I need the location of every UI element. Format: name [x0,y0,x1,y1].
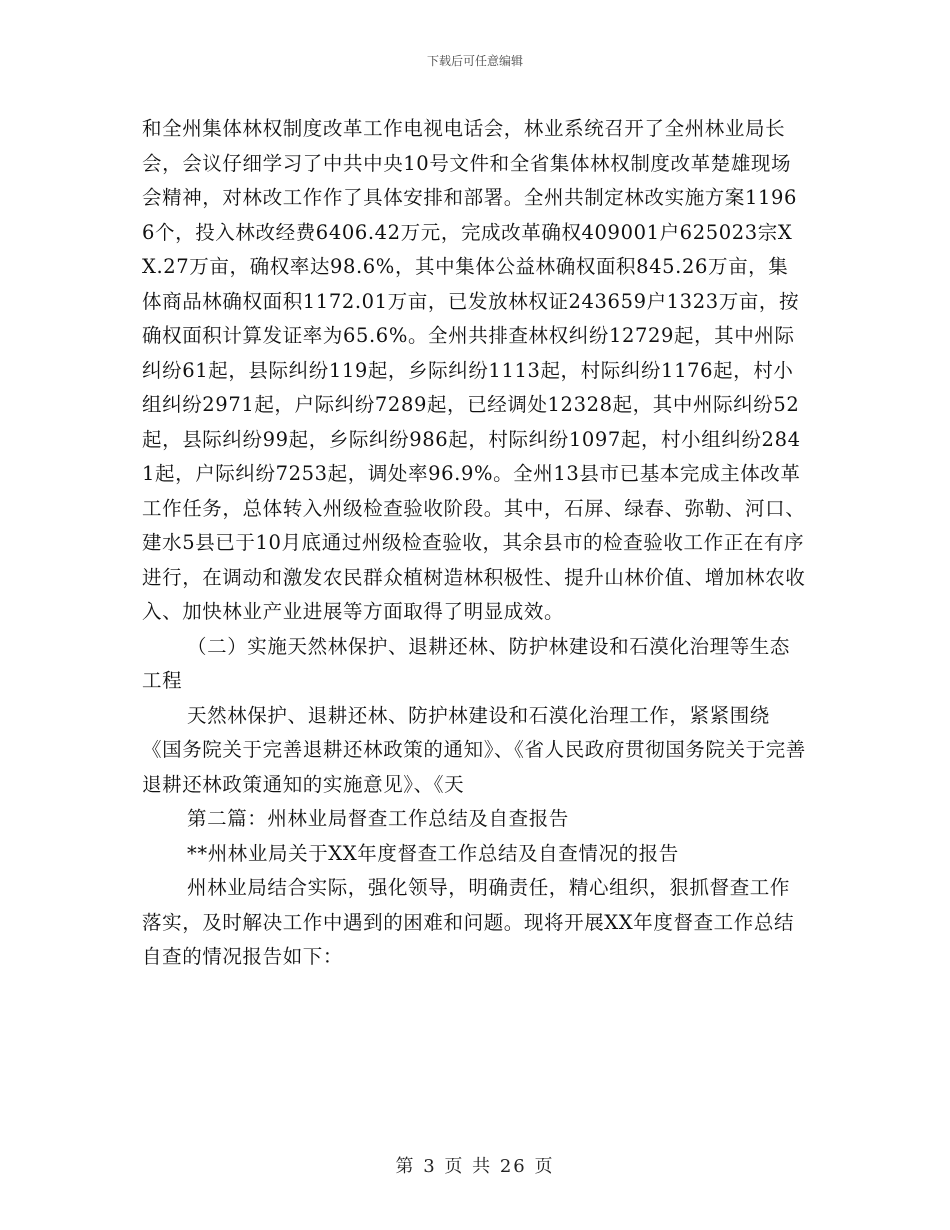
paragraph-ecological-work: 天然林保护、退耕还林、防护林建设和石漠化治理工作，紧紧围绕《国务院关于完善退耕还林政策的通知》、《省人民政府贯彻国务院关于完善退耕还林政策通知的实施意见》、《天 [142,703,806,796]
page-number-footer: 第 3 页 共 26 页 [395,1156,555,1177]
report-title: **州林业局关于XX年度督查工作总结及自查情况的报告 [187,841,679,865]
document-body [142,112,806,975]
paragraph-report-intro: 州林业局结合实际，强化领导，明确责任，精心组织，狠抓督查工作落实，及时解决工作中遇到的困难和问题。现将开展XX年度督查工作总结自查的情况报告如下： [142,876,795,968]
paragraph-land-reform-stats: 和全州集体林权制度改革工作电视电话会，林业系统召开了全州林业局长会，会议仔细学习了中共中央10号文件和全省集体林权制度改革楚雄现场会精神，对林改工作作了具体安排和部署。全州共制定林改实施方案11966个，投入林改经费6406.42万元，完成改革确权409001户625023宗XX.27万亩，确权率达98.6%，其中集体公益林确权面积845.26万亩，集体商品林确权面积1172.01万亩，已发放林权证243659户1323万亩，按确权面积计算发证率为65.6%。全州共排查林权纠纷12729起，其中州际纠纷61起，县际纠纷119起，乡际纠纷1113起，村际纠纷1176起，村小组纠纷2971起，户际纠纷7289起，已经调处12328起，其中州际纠纷52起，县际纠纷99起，乡际纠纷986起，村际纠纷1097起，村小组纠纷2841起，户际纠纷7253起，调处率96.9%。全州13县市已基本完成主体改革工作任务，总体转入州级检查验收阶段。其中，石屏、绿春、弥勒、河口、建水5县已于10月底通过州级检查验收，其余县市的检查验收工作正在有序进行，在调动和激发农民群众植树造林积极性、提升山林价值、增加林农收入、加快林业产业进展等方面取得了明显成效。 [142,117,806,623]
section-heading-ecological-projects: （二）实施天然林保护、退耕还林、防护林建设和石漠化治理等生态工程 [142,634,791,692]
chapter-title-part-two: 第二篇：州林业局督查工作总结及自查报告 [187,807,569,830]
page-header: 下载后可任意编辑 [426,54,523,68]
